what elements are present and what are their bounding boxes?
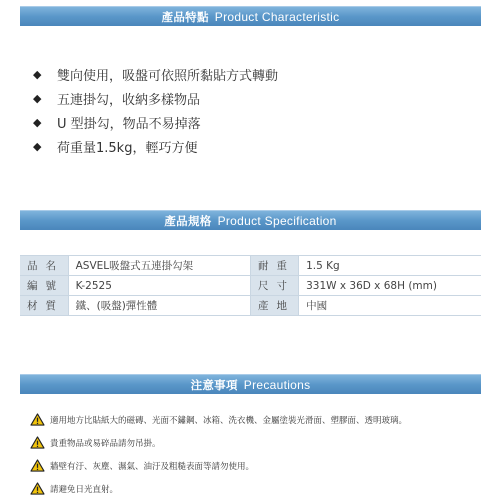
list-item [30,431,407,454]
list-item [30,454,407,477]
spec-value: ASVEL吸盤式五連掛勾架 [68,256,250,276]
diamond-icon: ◆ [33,67,42,81]
characteristic-list [33,62,278,158]
spec-value: K-2525 [68,276,250,296]
section-header-precautions [20,374,481,394]
list-item [33,110,278,134]
section-title-zh: 注意事項 [190,377,238,392]
precaution-text: 牆壁有汙、灰塵、濕氣、油汙及粗糙表面等請勿使用。 [50,461,255,472]
spec-table [20,255,481,316]
diamond-icon: ◆ [33,91,42,105]
characteristic-text: U 型掛勾，物品不易掉落 [57,116,201,132]
characteristic-text: 五連掛勾，收納多樣物品 [57,92,201,108]
list-item [30,408,407,431]
spec-value: 中國 [306,300,328,312]
warning-icon [30,482,45,495]
section-title-zh: 產品特點 [161,9,209,24]
warning-icon [30,413,45,426]
list-item [33,86,278,110]
precaution-text: 適用地方比貼紙大的磁磚、光面不鏽鋼、冰箱、洗衣機、金屬塗裝光滑面、塑膠面、透明玻璃。 [50,415,408,426]
section-title-en: Product Characteristic [214,9,340,24]
list-item [33,134,278,158]
list-item [33,62,278,86]
spec-value: 鐵、(吸盤)彈性體 [68,296,250,316]
diamond-icon: ◆ [33,139,42,153]
spec-label: 產地 [250,296,298,316]
list-item [30,477,407,500]
characteristic-text: 雙向使用，吸盤可依照所黏貼方式轉動 [57,68,279,84]
precautions-list [30,408,407,500]
precaution-text: 貴重物品或易碎品請勿吊掛。 [50,438,161,449]
spec-label: 耐重 [250,256,298,276]
spec-value: 1.5 Kg [306,259,340,272]
precaution-text: 請避免日光直射。 [50,484,119,495]
section-title-en: Precautions [243,377,311,392]
table-row [20,276,481,296]
spec-label: 品名 [20,256,68,276]
spec-value: 331W x 36D x 68H (mm) [306,279,437,292]
spec-label: 材質 [20,296,68,316]
warning-icon [30,459,45,472]
section-title-en: Product Specification [217,213,337,228]
table-row [20,256,481,276]
table-row [20,296,481,316]
diamond-icon: ◆ [33,115,42,129]
spec-label: 尺寸 [250,276,298,296]
section-header-specification [20,210,481,230]
section-header-characteristic [20,6,481,26]
warning-icon [30,436,45,449]
section-title-zh: 產品規格 [164,213,212,228]
spec-label: 編號 [20,276,68,296]
characteristic-text: 荷重量1.5kg，輕巧方便 [57,140,198,156]
